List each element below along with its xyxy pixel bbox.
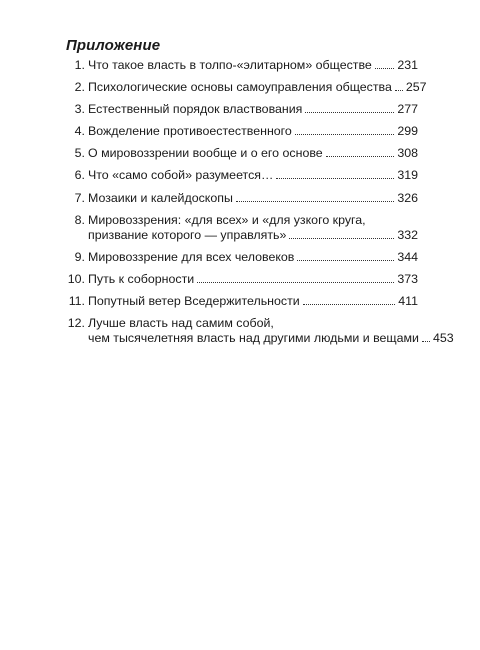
toc-entry-number: 10.	[67, 272, 85, 287]
toc-entry-number: 2.	[74, 80, 85, 95]
toc-entry-number: 3.	[74, 102, 85, 117]
dot-leader	[395, 90, 403, 91]
dot-leader	[276, 178, 394, 179]
toc-entry-10[interactable]	[66, 272, 418, 287]
dot-leader	[197, 282, 394, 283]
toc-entry-page: 453	[432, 331, 454, 346]
toc-entry-5[interactable]	[66, 146, 418, 161]
dot-leader	[422, 341, 430, 342]
toc-entry-title-continued: чем тысячелетняя власть над другими людьми и вещами	[88, 331, 419, 346]
toc-entry-title: Естественный порядок властвования	[88, 102, 303, 117]
toc-entry-title: Лучше власть над самим собой,	[88, 316, 274, 331]
toc-entry-number: 6.	[74, 168, 85, 183]
dot-leader	[297, 260, 394, 261]
toc-entry-page: 326	[397, 190, 418, 205]
toc-entry-number: 1.	[74, 58, 85, 72]
toc-entry-number: 12.	[67, 316, 85, 331]
toc-entry-title: Попутный ветер Вседержительности	[88, 294, 300, 309]
toc-entry-number: 7.	[74, 190, 85, 205]
toc-entry-title: Мозаики и калейдоскопы	[88, 190, 233, 205]
toc-entry-title: Путь к соборности	[88, 272, 195, 287]
toc-entry-page: 277	[397, 102, 418, 117]
dot-leader	[375, 68, 395, 69]
toc-entry-page: 319	[397, 168, 418, 183]
toc-entry-12[interactable]	[66, 316, 454, 346]
toc-entry-8[interactable]	[66, 213, 418, 243]
toc-entry-number: 5.	[74, 146, 85, 161]
toc-entry-2[interactable]	[66, 80, 427, 95]
dot-leader	[295, 134, 394, 135]
toc-entry-page: 332	[397, 227, 418, 242]
toc-entry-title-continued: призвание которого — управлять»	[88, 227, 287, 242]
toc-entry-title: Что такое власть в толпо-«элитарном» обществе	[88, 58, 372, 72]
toc-entry-page: 299	[397, 124, 418, 139]
toc-entry-title: О мировоззрении вообще и о его основе	[88, 146, 323, 161]
toc-entry-1[interactable]	[66, 58, 418, 73]
toc-entry-number: 11.	[68, 294, 85, 309]
toc-entry-title: Мировоззрение для всех человеков	[88, 249, 295, 264]
toc-title: Приложение	[66, 37, 161, 54]
table-of-contents	[66, 58, 454, 354]
toc-entry-number: 9.	[74, 249, 85, 264]
toc-entry-4[interactable]	[66, 124, 418, 139]
toc-entry-title: Вожделение противоестественного	[88, 124, 292, 139]
toc-entry-6[interactable]	[66, 168, 418, 183]
toc-entry-7[interactable]	[66, 191, 418, 206]
toc-entry-number: 4.	[74, 124, 85, 139]
toc-entry-title: Мировоззрения: «для всех» и «для узкого круга,	[88, 212, 366, 227]
dot-leader	[303, 304, 395, 305]
dot-leader	[326, 156, 395, 157]
toc-entry-page: 308	[397, 146, 418, 161]
toc-entry-page: 257	[405, 80, 427, 95]
toc-entry-page: 231	[397, 58, 418, 72]
toc-entry-title: Что «само собой» разумеется…	[88, 168, 274, 183]
toc-entry-number: 8.	[74, 212, 85, 227]
toc-entry-9[interactable]	[66, 250, 418, 265]
toc-entry-page: 373	[397, 272, 418, 287]
toc-entry-title: Психологические основы самоуправления общества	[88, 80, 392, 95]
dot-leader	[289, 238, 394, 239]
toc-entry-11[interactable]	[66, 294, 418, 309]
toc-entry-page: 411	[398, 294, 418, 309]
toc-entry-3[interactable]	[66, 102, 418, 117]
dot-leader	[305, 112, 394, 113]
toc-entry-page: 344	[397, 249, 418, 264]
dot-leader	[236, 201, 394, 202]
